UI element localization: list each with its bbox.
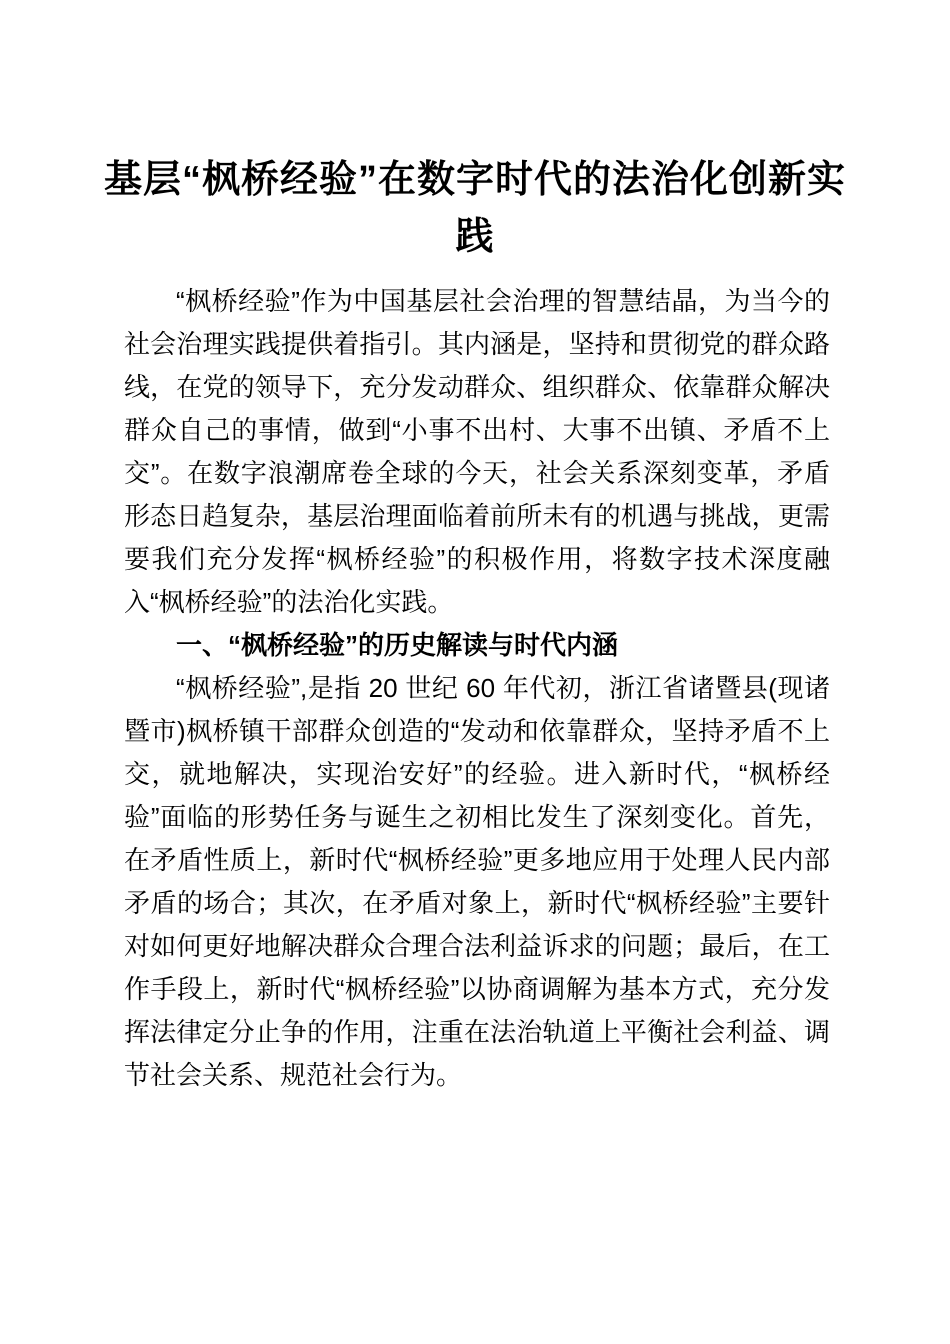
document-body bbox=[124, 280, 830, 1097]
paragraph-section-1: “枫桥经验”,是指 20 世纪 60 年代初，浙江省诸暨县(现诸暨市)枫桥镇干部群众创造的“发动和依靠群众，坚持矛盾不上交，就地解决，实现治安好”的经验。进入新时代，“枫桥经验”面临的形势任务与诞生之初相比发生了深刻变化。首先，在矛盾性质上，新时代“枫桥经验”更多地应用于处理人民内部矛盾的场合；其次，在矛盾对象上，新时代“枫桥经验”主要针对如何更好地解决群众合理合法利益诉求的问题；最后，在工作手段上，新时代“枫桥经验”以协商调解为基本方式，充分发挥法律定分止争的作用，注重在法治轨道上平衡社会利益、调节社会关系、规范社会行为。 bbox=[124, 673, 830, 1090]
section-heading-1: 一、“枫桥经验”的历史解读与时代内涵 bbox=[176, 630, 619, 660]
document-title: 基层“枫桥经验”在数字时代的法治化创新实践 bbox=[103, 159, 846, 258]
paragraph-intro: “枫桥经验”作为中国基层社会治理的智慧结晶，为当今的社会治理实践提供着指引。其内涵是，坚持和贯彻党的群众路线，在党的领导下，充分发动群众、组织群众、依靠群众解决群众自己的事情，做到“小事不出村、大事不出镇、矛盾不上交”。在数字浪潮席卷全球的今天，社会关系深刻变革，矛盾形态日趋复杂，基层治理面临着前所未有的机遇与挑战，更需要我们充分发挥“枫桥经验”的积极作用，将数字技术深度融入“枫桥经验”的法治化实践。 bbox=[124, 286, 830, 617]
